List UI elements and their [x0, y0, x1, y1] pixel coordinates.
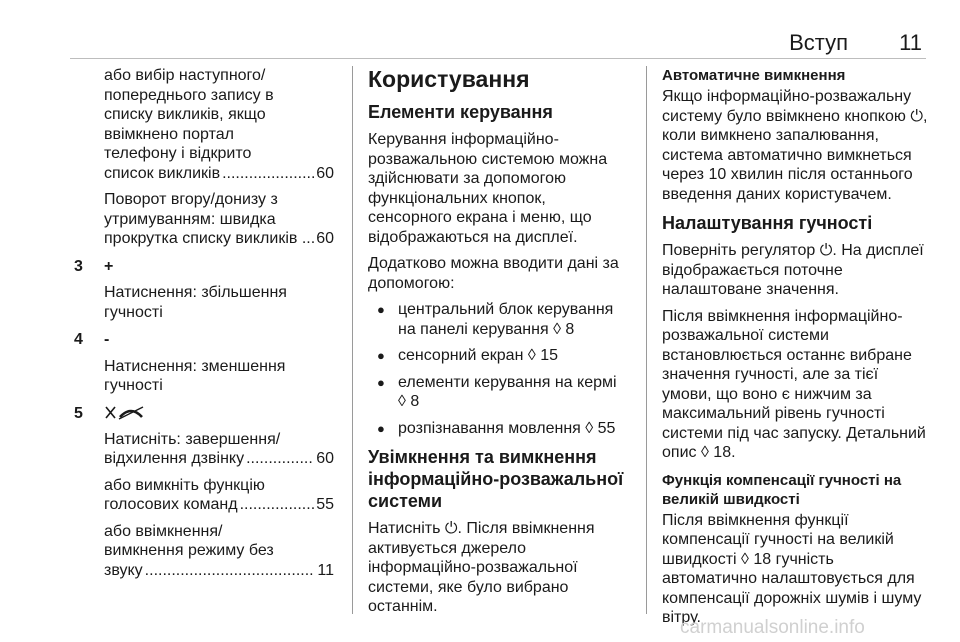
- list-item-3: [70, 257, 334, 323]
- toc-label: прокрутка списку викликів ...: [104, 230, 316, 247]
- toc-page-ref[interactable]: 60: [316, 450, 334, 467]
- list-item-5: [70, 404, 334, 581]
- text-line: утримуванням: швидка: [104, 210, 276, 228]
- text-line: або ввімкнення/: [104, 522, 223, 540]
- text-line: ввімкнено портал: [104, 125, 234, 143]
- toc-line: [104, 229, 334, 249]
- toc-label: голосових команд: [104, 496, 238, 513]
- text-line: Натиснення: збільшення: [104, 284, 287, 301]
- scroll-desc: [70, 190, 334, 249]
- paragraph: Додатково можна вводити дані за допомогою:: [368, 255, 619, 292]
- paragraph: Керування інформаційно-розважальною системою можна здійснювати за допомогою функціональних кнопок, сенсорного екрана і меню, що відображаються на дисплеї.: [368, 131, 608, 246]
- toc-label: список викликів: [104, 164, 221, 182]
- text-line: вимкнення режиму без: [104, 542, 274, 559]
- text-line: Натиснення: зменшення: [104, 357, 286, 375]
- toc-line: [104, 164, 334, 184]
- list-item: ● розпізнавання мовлення ◊ 55: [368, 419, 626, 439]
- column-left: [70, 66, 334, 588]
- toc-page-ref[interactable]: 60: [316, 164, 334, 182]
- text-line: телефону і відкрито: [104, 145, 252, 162]
- item-number: 3: [74, 257, 83, 275]
- paragraph: Якщо інформаційно-розважальну систему було ввімкнено кнопкою ⏻, коли вимкнено запалювання, система автоматично вимкнеться через 10 хвилин після останнього введення даних користувачем.: [662, 88, 928, 203]
- toc-page-ref[interactable]: 55: [316, 496, 334, 513]
- bullet-list: [368, 300, 626, 438]
- toc-page-ref[interactable]: 60: [316, 230, 334, 247]
- column-right: [662, 66, 928, 635]
- text-line: гучності: [104, 377, 163, 394]
- text-line: списку викликів, якщо: [104, 106, 266, 123]
- section-heading: Користування: [368, 66, 530, 92]
- item-number: 5: [74, 404, 83, 422]
- watermark: carmanualsonline.info: [680, 617, 865, 638]
- toc-dots: [246, 449, 314, 469]
- list-item: ● сенсорний екран ◊ 15: [368, 346, 626, 366]
- item-number: 4: [74, 331, 83, 348]
- call-list-desc: [70, 66, 334, 183]
- subsection-heading: Елементи керування: [368, 102, 553, 122]
- text-line: або вибір наступного/: [104, 67, 266, 84]
- header-rule: [70, 58, 926, 59]
- subsection-heading: Автоматичне вимкнення: [662, 67, 846, 84]
- subsection-heading: Увімкнення та вимкнення інформаційно-розважальної системи: [368, 447, 624, 511]
- toc-page-ref[interactable]: 11: [317, 561, 334, 579]
- mute-phone-icon: [104, 404, 334, 423]
- paragraph: Поверніть регулятор ⏻. На дисплеї відображається поточне налаштоване значення.: [662, 242, 924, 298]
- text-line: Поворот вгору/донизу з: [104, 191, 278, 208]
- paragraph: Натисніть ⏻. Після ввімкнення активується джерело інформаційно-розважальної системи, яке було вибрано останнім.: [368, 520, 595, 615]
- subsection-heading: Налаштування гучності: [662, 213, 873, 233]
- page-header: [0, 0, 960, 58]
- toc-line: [104, 495, 334, 515]
- toc-dots: [240, 495, 315, 515]
- subsection-heading: Функція компенсації гучності на великій швидкості: [662, 471, 902, 508]
- toc-dots: [222, 164, 314, 184]
- text-line: гучності: [104, 303, 163, 321]
- text-line: Натисніть: завершення/: [104, 430, 281, 448]
- toc-label: відхилення дзвінку: [104, 450, 245, 467]
- toc-line: [104, 561, 334, 581]
- toc-dots: [145, 561, 316, 581]
- text-line: попереднього запису в: [104, 86, 274, 104]
- page-number: 11: [899, 30, 922, 55]
- paragraph: Після ввімкнення інформаційно-розважальної системи встановлюється останнє вибране значення гучності, але за тієї умови, що воно є нижчим за максимальний рівень гучності системи під час запуску. Детальний опис ◊ 18.: [662, 307, 926, 461]
- toc-line: [104, 449, 334, 469]
- paragraph: Після ввімкнення функції компенсації гучності на великій швидкості ◊ 18 гучність автоматично налаштовується для компенсації дорожніх шумів і шуму вітру.: [662, 511, 922, 626]
- list-item: ● центральний блок керування на панелі керування ◊ 8: [368, 300, 626, 339]
- plus-symbol: +: [104, 257, 114, 275]
- column-divider: [646, 66, 647, 614]
- column-middle: [368, 66, 626, 624]
- list-item-4: [70, 330, 334, 396]
- text-line: або вимкніть функцію: [104, 476, 265, 494]
- toc-label: звуку: [104, 561, 143, 579]
- mute-phone-icon-svg: [104, 404, 148, 422]
- minus-symbol: -: [104, 331, 110, 348]
- section-title: Вступ: [789, 30, 848, 55]
- list-item: ● елементи керування на кермі ◊ 8: [368, 373, 626, 412]
- column-divider: [352, 66, 353, 614]
